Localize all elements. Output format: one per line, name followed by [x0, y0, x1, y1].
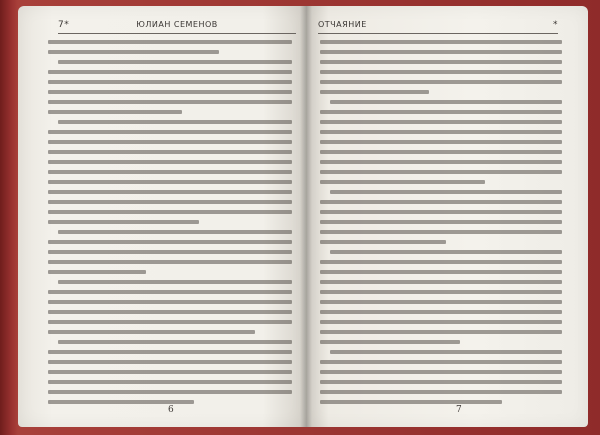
- text-line: [48, 360, 292, 364]
- text-line: [320, 280, 562, 284]
- text-line: [48, 100, 292, 104]
- text-line: [48, 370, 292, 374]
- text-line: [320, 300, 562, 304]
- text-line: [48, 130, 292, 134]
- text-line: [48, 330, 255, 334]
- text-line: [48, 220, 199, 224]
- text-line: [48, 190, 292, 194]
- text-line: [320, 180, 485, 184]
- left-header-mark: 7*: [58, 20, 70, 30]
- text-line: [48, 140, 292, 144]
- text-line: [48, 210, 292, 214]
- text-line: [320, 260, 562, 264]
- text-line: [320, 390, 562, 394]
- text-line: [320, 310, 562, 314]
- text-line: [48, 110, 182, 114]
- text-line: [48, 70, 292, 74]
- text-line: [58, 340, 292, 344]
- text-line: [320, 40, 562, 44]
- left-page-number: 6: [168, 405, 174, 415]
- text-line: [48, 160, 292, 164]
- right-running-head-text: ОТЧАЯНИЕ: [318, 20, 367, 29]
- text-line: [320, 330, 562, 334]
- left-text-column: [48, 40, 292, 397]
- text-line: [48, 390, 292, 394]
- right-running-head: [318, 20, 558, 32]
- text-line: [48, 240, 292, 244]
- text-line: [320, 240, 446, 244]
- text-line: [48, 200, 292, 204]
- text-line: [330, 100, 562, 104]
- text-line: [320, 340, 460, 344]
- text-line: [48, 290, 292, 294]
- text-line: [48, 90, 292, 94]
- text-line: [320, 230, 562, 234]
- text-line: [320, 220, 562, 224]
- text-line: [320, 160, 562, 164]
- text-line: [48, 150, 292, 154]
- text-line: [48, 300, 292, 304]
- text-line: [48, 260, 292, 264]
- text-line: [330, 350, 562, 354]
- left-page: [18, 6, 306, 427]
- text-line: [58, 230, 292, 234]
- text-line: [330, 250, 562, 254]
- text-line: [320, 400, 502, 404]
- text-line: [320, 120, 562, 124]
- text-line: [320, 360, 562, 364]
- right-header-rule: [318, 33, 558, 34]
- text-line: [48, 80, 292, 84]
- text-line: [58, 60, 292, 64]
- text-line: [320, 170, 562, 174]
- text-line: [48, 350, 292, 354]
- text-line: [320, 80, 562, 84]
- left-running-head-text: ЮЛИАН СЕМЕНОВ: [136, 20, 218, 29]
- text-line: [48, 380, 292, 384]
- text-line: [48, 250, 292, 254]
- text-line: [320, 320, 562, 324]
- right-text-column: [320, 40, 562, 397]
- text-line: [320, 150, 562, 154]
- left-header-rule: [58, 33, 296, 34]
- text-line: [320, 200, 562, 204]
- text-line: [320, 210, 562, 214]
- text-line: [330, 190, 562, 194]
- text-line: [320, 60, 562, 64]
- right-page: [306, 6, 588, 427]
- text-line: [58, 280, 292, 284]
- text-line: [48, 40, 292, 44]
- text-line: [48, 50, 219, 54]
- text-line: [48, 400, 194, 404]
- text-line: [320, 110, 562, 114]
- left-running-head: [58, 20, 296, 32]
- text-line: [320, 50, 562, 54]
- text-line: [48, 180, 292, 184]
- text-line: [320, 140, 562, 144]
- text-line: [48, 170, 292, 174]
- right-page-number: 7: [456, 405, 462, 415]
- text-line: [48, 270, 146, 274]
- text-line: [58, 120, 292, 124]
- text-line: [320, 130, 562, 134]
- text-line: [48, 320, 292, 324]
- text-line: [320, 370, 562, 374]
- text-line: [320, 290, 562, 294]
- text-line: [48, 310, 292, 314]
- text-line: [320, 270, 562, 274]
- text-line: [320, 70, 562, 74]
- text-line: [320, 380, 562, 384]
- text-line: [320, 90, 429, 94]
- right-header-mark: *: [553, 20, 558, 30]
